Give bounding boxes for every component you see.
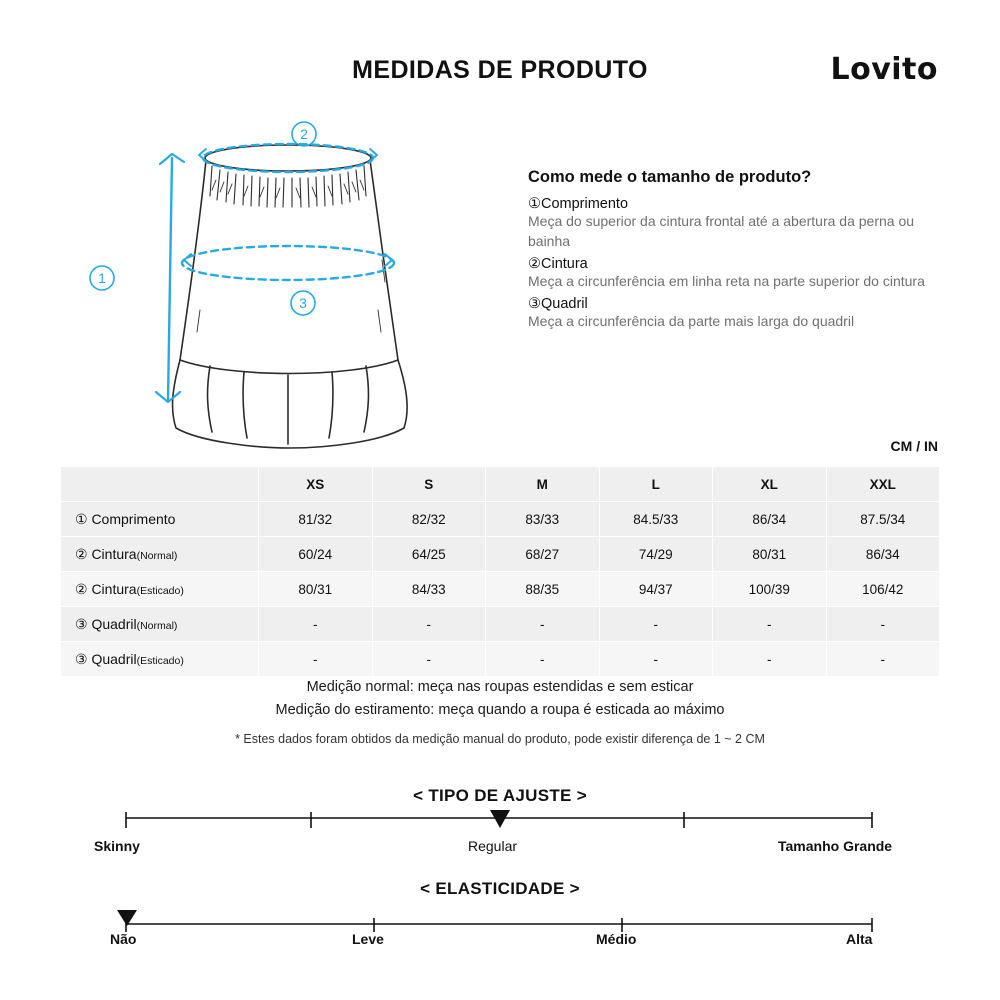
cell-quadril-normal-xxl: - [826,607,940,642]
size-table [60,466,940,677]
elasticity-title: < ELASTICIDADE > [420,879,580,898]
measure-item-2-desc: Meça a circunferência em linha reta na parte superior do cintura [528,272,925,289]
row-label-text: ③ Quadril [75,615,137,632]
cell-quadril-esticado-xl: - [713,642,827,677]
row-label-text: ③ Quadril [75,650,137,667]
svg-text:2: 2 [300,126,308,142]
cell-comprimento-m: 83/33 [486,502,600,537]
row-label-comprimento [61,502,259,537]
page-header [0,52,1000,96]
how-to-measure-title: Como mede o tamanho de produto? [528,168,812,186]
column-header-s: S [372,467,486,502]
brand-logo: Lovito [830,52,938,87]
cell-quadril-normal-xl: - [713,607,827,642]
row-label-cintura-normal [61,537,259,572]
measure-item-2-label: ②Cintura [528,255,588,272]
column-header-m: M [486,467,600,502]
cell-cintura-normal-xl: 80/31 [713,537,827,572]
table-corner-cell [61,467,259,502]
row-label-sub: (Normal) [136,619,178,632]
measure-item-1-label: ①Comprimento [528,196,629,212]
row-label-quadril-esticado [61,642,259,677]
row-label-sub: (Normal) [136,549,178,562]
product-illustration [60,110,520,450]
cell-quadril-esticado-m: - [486,642,600,677]
cell-quadril-esticado-xxl: - [826,642,940,677]
table-row [61,502,940,537]
table-row [61,607,940,642]
column-header-l: L [599,467,713,502]
cell-quadril-normal-m: - [486,607,600,642]
fit-marker [490,810,510,828]
cell-quadril-normal-s: - [372,607,486,642]
note-normal-measurement: Medição normal: meça nas roupas estendidas e sem esticar [306,679,694,695]
fit-label-tamanho-grande: Tamanho Grande [778,838,893,854]
elasticity-label-leve: Leve [352,931,384,947]
cell-comprimento-xs: 81/32 [259,502,373,537]
cell-quadril-esticado-l: - [599,642,713,677]
cell-quadril-esticado-xs: - [259,642,373,677]
row-label-text: ② Cintura [75,580,137,597]
cell-cintura-normal-l: 74/29 [599,537,713,572]
cell-comprimento-l: 84.5/33 [599,502,713,537]
cell-cintura-normal-xs: 60/24 [259,537,373,572]
column-header-xxl: XXL [826,467,940,502]
cell-cintura-normal-m: 68/27 [486,537,600,572]
column-header-xs: XS [259,467,373,502]
row-label-text: ① Comprimento [75,510,176,527]
fit-label-regular: Regular [468,838,518,854]
cell-cintura-esticado-l: 94/37 [599,572,713,607]
elasticity-label-nao: Não [110,931,137,947]
measure-item-3-label: ③Quadril [528,295,588,312]
size-table-wrap [60,466,940,677]
cell-quadril-esticado-s: - [372,642,486,677]
fit-type-title: < TIPO DE AJUSTE > [413,786,587,805]
measure-item-1-desc: Meça do superior da cintura frontal até a abertura da perna ou bainha [528,213,915,249]
page-title: MEDIDAS DE PRODUTO [352,56,648,84]
note-disclaimer: * Estes dados foram obtidos da medição manual do produto, pode existir diferença de 1 ~ 2 CM [235,732,765,747]
svg-text:1: 1 [98,270,106,286]
cell-cintura-esticado-xl: 100/39 [713,572,827,607]
row-label-text: ② Cintura [75,545,137,562]
cell-quadril-normal-xs: - [259,607,373,642]
how-to-measure-section [528,168,948,336]
measure-item-3-desc: Meça a circunferência da parte mais larga do quadril [528,312,855,329]
cell-cintura-normal-xxl: 86/34 [826,537,940,572]
row-label-cintura-esticado [61,572,259,607]
elasticity-label-alta: Alta [846,931,873,947]
cell-cintura-esticado-m: 88/35 [486,572,600,607]
note-stretch-measurement: Medição do estiramento: meça quando a roupa é esticada ao máximo [275,702,725,719]
svg-text:3: 3 [299,295,307,311]
cell-quadril-normal-l: - [599,607,713,642]
cell-comprimento-xl: 86/34 [713,502,827,537]
row-label-sub: (Esticado) [136,654,184,667]
table-row [61,642,940,677]
fit-label-skinny: Skinny [94,838,140,854]
row-label-sub: (Esticado) [136,584,184,597]
table-header-row [61,467,940,502]
cell-comprimento-xxl: 87.5/34 [826,502,940,537]
cell-comprimento-s: 82/32 [372,502,486,537]
table-row [61,572,940,607]
cell-cintura-esticado-xs: 80/31 [259,572,373,607]
cell-cintura-esticado-s: 84/33 [372,572,486,607]
column-header-xl: XL [713,467,827,502]
units-label: CM / IN [890,438,938,454]
row-label-quadril-normal [61,607,259,642]
measurement-notes [0,676,1000,746]
cell-cintura-normal-s: 64/25 [372,537,486,572]
elasticity-label-medio: Médio [596,931,637,947]
table-row [61,537,940,572]
cell-cintura-esticado-xxl: 106/42 [826,572,940,607]
